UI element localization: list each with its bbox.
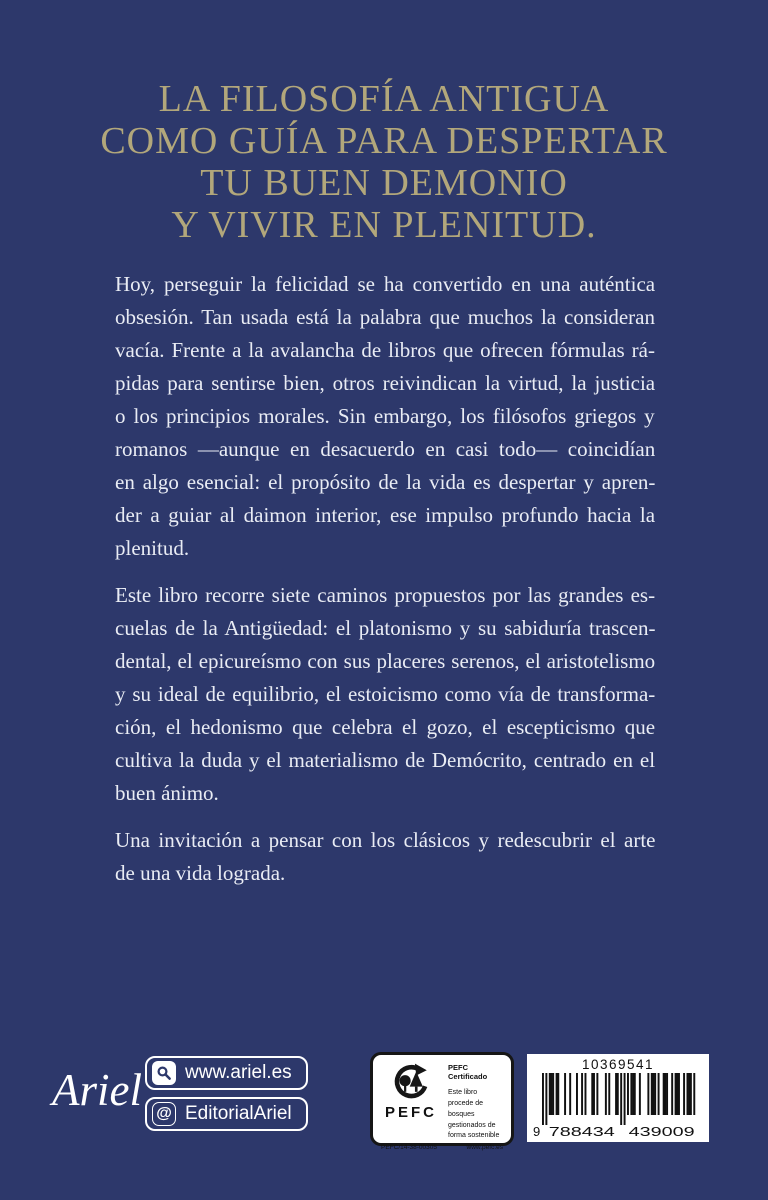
barcode-top-number: 10369541 [581,1057,655,1072]
barcode [527,1054,709,1142]
text-line-content: cuelas de la Antigüedad: el platonismo y su sabiduría trascen- [115,616,656,640]
text-line-content: obsesión. Tan usada está la palabra que muchos la consideran [115,305,655,329]
text-line-content: Una invitación a pensar con los clásicos y redescubrir el arte [115,828,656,852]
text-line [115,367,655,400]
text-line-content: der a guiar al daimon interior, ese impulso profundo hacia la [115,503,656,527]
text-line-content: Hoy, perseguir la felicidad se ha convertido en una auténtica [115,272,656,296]
at-icon: @ [152,1102,176,1126]
barcode-bars [533,1073,703,1139]
text-line [115,579,655,612]
text-line [115,400,655,433]
text-line-content: Este libro recorre siete caminos propuestos por las grandes es- [115,583,656,607]
pefc-acronym: PEFC [384,1104,437,1121]
text-line [115,744,655,777]
text-line-content: ción, el hedonismo que celebra el gozo, el escepticismo que [115,715,656,739]
text-line-content: plenitud. [115,536,190,560]
pefc-label [370,1052,514,1152]
text-line-content: buen ánimo. [115,781,219,805]
text-line [115,268,655,301]
text-line [115,678,655,711]
pefc-logo [390,1061,432,1103]
text-line [115,466,655,499]
text-line [115,433,655,466]
headline-line: COMO GUÍA PARA DESPERTAR [100,120,668,162]
text-line-content: o los principios morales. Sin embargo, los filósofos griegos y [115,404,655,428]
svg-text:9: 9 [533,1124,541,1139]
text-line [115,532,655,565]
paragraph [115,579,655,810]
text-line [115,499,655,532]
text-line-content: de una vida lograda. [115,861,286,885]
social-badge [145,1097,308,1131]
text-line [115,612,655,645]
text-line-content: cultiva la duda y el materialismo de Demócrito, centrado en el [115,748,656,772]
contact-badges [145,1056,308,1131]
text-line-content: romanos —aunque en desacuerdo en casi todo— coincidían [115,437,656,461]
headline [0,78,768,246]
synopsis [115,268,655,904]
text-line [115,334,655,367]
text-line [115,645,655,678]
pefc-certified-title: PEFC Certificado [448,1063,488,1081]
text-line [115,824,655,857]
text-line-content: y su ideal de equilibrio, el estoicismo como vía de transforma- [115,682,656,706]
headline-line: LA FILOSOFÍA ANTIGUA [158,78,610,120]
text-line-content: pidas para sentirse bien, otros reivindican la virtud, la justicia [115,371,656,395]
svg-text:788434: 788434 [548,1124,615,1139]
footer [0,1052,768,1152]
text-line-content: en algo esencial: el propósito de la vida es despertar y apren- [115,470,656,494]
paragraph [115,268,655,565]
text-line-content: dental, el epicureísmo con sus placeres serenos, el aristotelismo [115,649,656,673]
search-icon [152,1061,176,1085]
svg-text:439009: 439009 [628,1124,695,1139]
text-line [115,301,655,334]
text-line-content: vacía. Frente a la avalancha de libros que ofrecen fórmulas rá- [115,338,655,362]
headline-line: Y VIVIR EN PLENITUD. [171,204,597,246]
text-line [115,711,655,744]
pefc-license: PEFC/14-38-00305 [381,1144,438,1152]
pefc-url: www.pefc.es [466,1144,503,1152]
pefc-description: Este libro procede de bosques gestionados de forma sostenible [448,1089,500,1140]
social-handle: EditorialAriel [185,1103,292,1124]
paragraph [115,824,655,890]
website-url: www.ariel.es [185,1062,292,1083]
website-badge [145,1056,308,1090]
text-line [115,777,655,810]
publisher-logo: Ariel [52,1065,142,1115]
headline-line: TU BUEN DEMONIO [200,162,568,204]
text-line [115,857,655,890]
